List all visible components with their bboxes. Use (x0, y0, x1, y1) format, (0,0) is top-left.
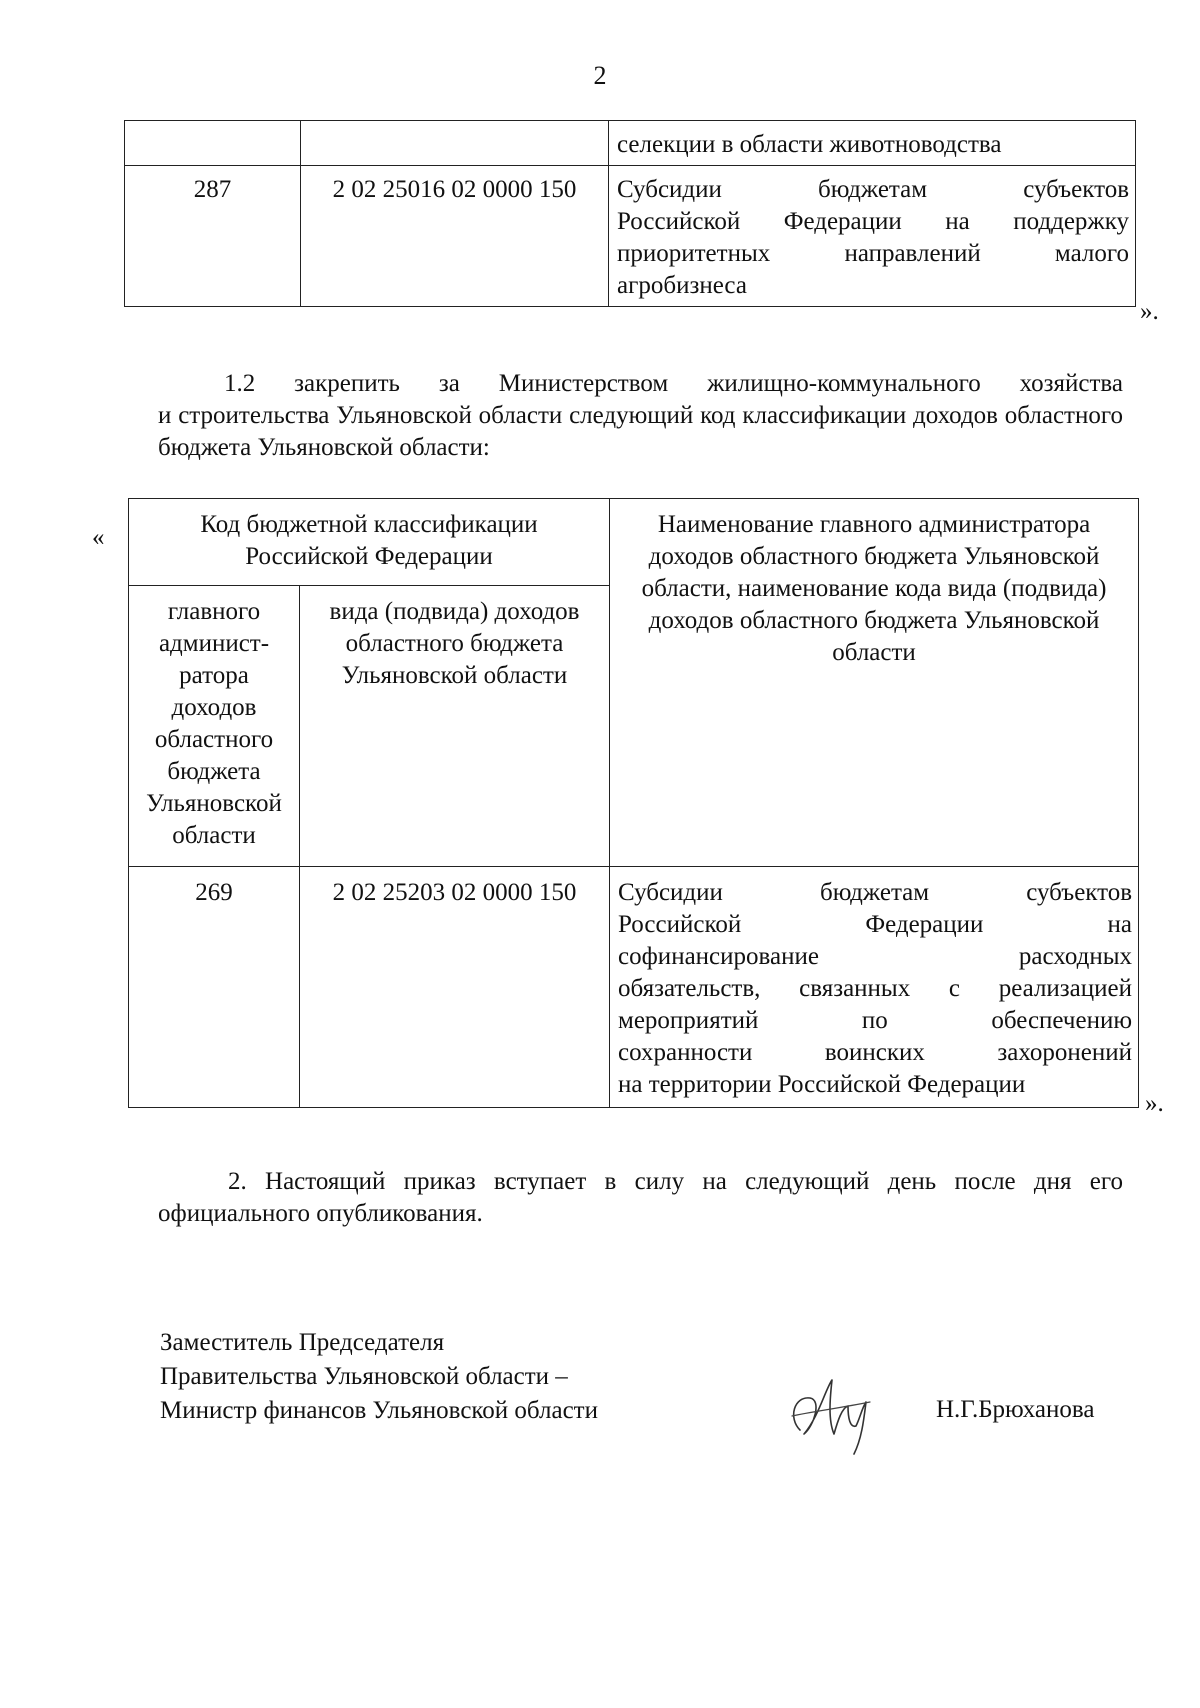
description-line: обязательств, связанных с реализацией (618, 975, 1133, 1002)
paragraph-text: и строительства Ульяновской области следующий код классификации доходов областного бюджета Ульяновской области: (158, 402, 1123, 461)
subheader-income-type: вида (подвида) доходов областного бюджета Ульяновской области (300, 586, 610, 867)
description-line: Субсидии бюджетам субъектов (618, 879, 1133, 906)
header-administrator-name: Наименование главного администратора доходов областного бюджета Ульяновской области, наименование кода вида (подвида) доходов областного бюджета Ульяновской области (610, 499, 1139, 867)
budget-code-cell: 2 02 25203 02 0000 150 (300, 867, 610, 1108)
page-number: 2 (593, 61, 607, 90)
subheader-line: области (172, 822, 256, 849)
subheader-line: доходов (171, 694, 257, 721)
description-line: сохранности воинских захоронений (618, 1039, 1133, 1066)
paragraph-line: 1.2 закрепить за Министерством жилищно-коммунального хозяйства (224, 370, 1123, 397)
signatory-name: Н.Г.Брюханова (936, 1396, 1095, 1423)
description-line: мероприятий по обеспечению (618, 1007, 1133, 1034)
description-line: агробизнеса (617, 272, 747, 299)
description-line: на территории Российской Федерации (618, 1071, 1026, 1098)
subheader-line: главного (167, 598, 261, 625)
table-row (129, 867, 1139, 1108)
admin-code-cell: 269 (129, 867, 300, 1108)
description-line: Российской Федерации на (618, 911, 1133, 938)
closing-quote: ». (1145, 1090, 1164, 1117)
subheader-line: областного (154, 726, 274, 753)
table-header-row (129, 499, 1139, 586)
income-codes-table (128, 498, 1139, 1108)
paragraph-line: 2. Настоящий приказ вступает в силу на следующий день после дня его (228, 1168, 1123, 1195)
admin-code-cell (125, 121, 301, 166)
budget-code-cell: 2 02 25016 02 0000 150 (301, 166, 609, 307)
subheader-admin (129, 586, 300, 867)
handwritten-signature (770, 1368, 890, 1458)
budget-code-cell (301, 121, 609, 166)
subheader-line: ратора (179, 662, 249, 689)
header-budget-classification: Код бюджетной классификации Российской Федерации (129, 499, 610, 586)
paragraph-2 (158, 1166, 1123, 1230)
closing-quote: ». (1140, 298, 1159, 325)
description-cell (610, 867, 1139, 1108)
subheader-line: бюджета (167, 758, 261, 785)
signatory-position-line: Правительства Ульяновской области – (160, 1363, 568, 1390)
table-row (125, 166, 1136, 307)
description-line: селекции в области животноводства (617, 131, 1002, 158)
description-line: софинансирование расходных (618, 943, 1133, 970)
description-line: Российской Федерации на поддержку (617, 208, 1129, 235)
table-row (125, 121, 1136, 166)
description-line: приоритетных направлений малого (617, 240, 1129, 267)
description-cell (609, 121, 1136, 166)
signatory-position (160, 1326, 598, 1428)
description-line: Субсидии бюджетам субъектов (617, 176, 1129, 203)
subheader-line: админист- (158, 630, 270, 657)
description-cell (609, 166, 1136, 307)
subheader-line: Ульяновской (146, 790, 282, 817)
paragraph-text: официального опубликования. (158, 1200, 483, 1227)
income-codes-table-continuation (124, 120, 1136, 307)
opening-quote: « (92, 524, 105, 551)
paragraph-1-2 (158, 368, 1123, 464)
admin-code-cell: 287 (125, 166, 301, 307)
signatory-position-line: Министр финансов Ульяновской области (160, 1397, 598, 1424)
signatory-position-line: Заместитель Председателя (160, 1329, 445, 1356)
